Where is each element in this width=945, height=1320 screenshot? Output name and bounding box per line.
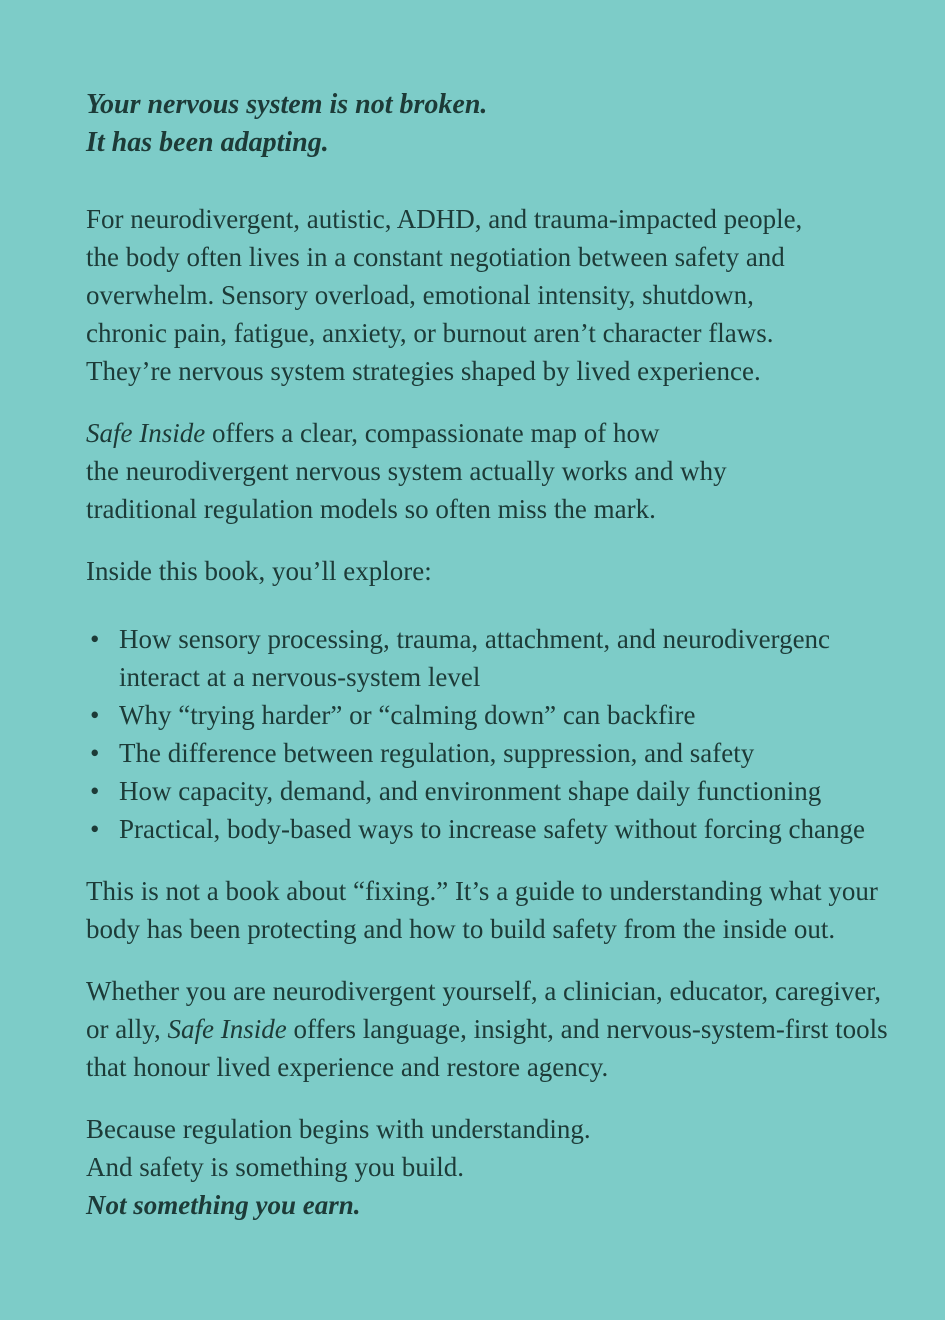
list-item-text: Practical, body-based ways to increase safety without forcing change xyxy=(119,814,865,844)
bullet-marker: • xyxy=(90,624,100,654)
intro-line: For neurodivergent, autistic, ADHD, and trauma-impacted people, xyxy=(86,204,803,234)
list-item xyxy=(90,772,890,810)
bullet-marker: • xyxy=(90,700,100,730)
explore-list xyxy=(86,620,890,848)
list-item-text: How capacity, demand, and environment shape daily functioning xyxy=(119,776,822,806)
audience-paragraph xyxy=(86,972,890,1086)
overview-line-1-rest: offers a clear, compassionate map of how xyxy=(205,418,660,448)
closing-line-1: Because regulation begins with understanding. xyxy=(86,1114,591,1144)
overview-line-2: the neurodivergent nervous system actually works and why xyxy=(86,456,727,486)
explore-intro: Inside this book, you’ll explore: xyxy=(86,556,432,586)
audience-line-2-post: offers language, insight, and nervous-system-first tools xyxy=(286,1014,888,1044)
not-fixing-paragraph: This is not a book about “fixing.” It’s a guide to understanding what your body has been protecting and how to build safety from the inside out. xyxy=(86,876,878,944)
closing-line-3: Not something you earn. xyxy=(86,1190,361,1220)
closing-lines xyxy=(86,1110,890,1224)
audience-line-3: that honour lived experience and restore agency. xyxy=(86,1052,609,1082)
intro-line: chronic pain, fatigue, anxiety, or burnout aren’t character flaws. xyxy=(86,318,774,348)
list-item xyxy=(90,734,890,772)
bullet-marker: • xyxy=(90,776,100,806)
closing-line-2: And safety is something you build. xyxy=(86,1152,464,1182)
audience-line-2-pre: or ally, xyxy=(86,1014,168,1044)
audience-line-1: Whether you are neurodivergent yourself, a clinician, educator, caregiver, xyxy=(86,976,881,1006)
book-title: Safe Inside xyxy=(167,1014,287,1044)
tagline-heading xyxy=(86,86,890,162)
audience-line-2 xyxy=(86,1010,890,1048)
list-item xyxy=(90,620,890,696)
book-title: Safe Inside xyxy=(86,418,206,448)
list-item xyxy=(90,810,890,848)
list-item-text: The difference between regulation, suppression, and safety xyxy=(119,738,755,768)
intro-line: the body often lives in a constant negotiation between safety and xyxy=(86,242,785,272)
intro-line: overwhelm. Sensory overload, emotional intensity, shutdown, xyxy=(86,280,754,310)
list-item-text: How sensory processing, trauma, attachment, and neurodivergenc interact at a nervous-system level xyxy=(119,624,831,692)
intro-paragraph xyxy=(86,200,890,390)
overview-line-3: traditional regulation models so often miss the mark. xyxy=(86,494,656,524)
list-item-text: Why “trying harder” or “calming down” can backfire xyxy=(119,700,696,730)
bullet-marker: • xyxy=(90,814,100,844)
tagline-line-1: Your nervous system is not broken. xyxy=(86,89,488,120)
tagline-line-2: It has been adapting. xyxy=(86,127,329,158)
book-overview-paragraph xyxy=(86,414,890,528)
list-item xyxy=(90,696,890,734)
overview-line-1 xyxy=(86,414,890,452)
intro-line: They’re nervous system strategies shaped by lived experience. xyxy=(86,356,761,386)
bullet-marker: • xyxy=(90,738,100,768)
